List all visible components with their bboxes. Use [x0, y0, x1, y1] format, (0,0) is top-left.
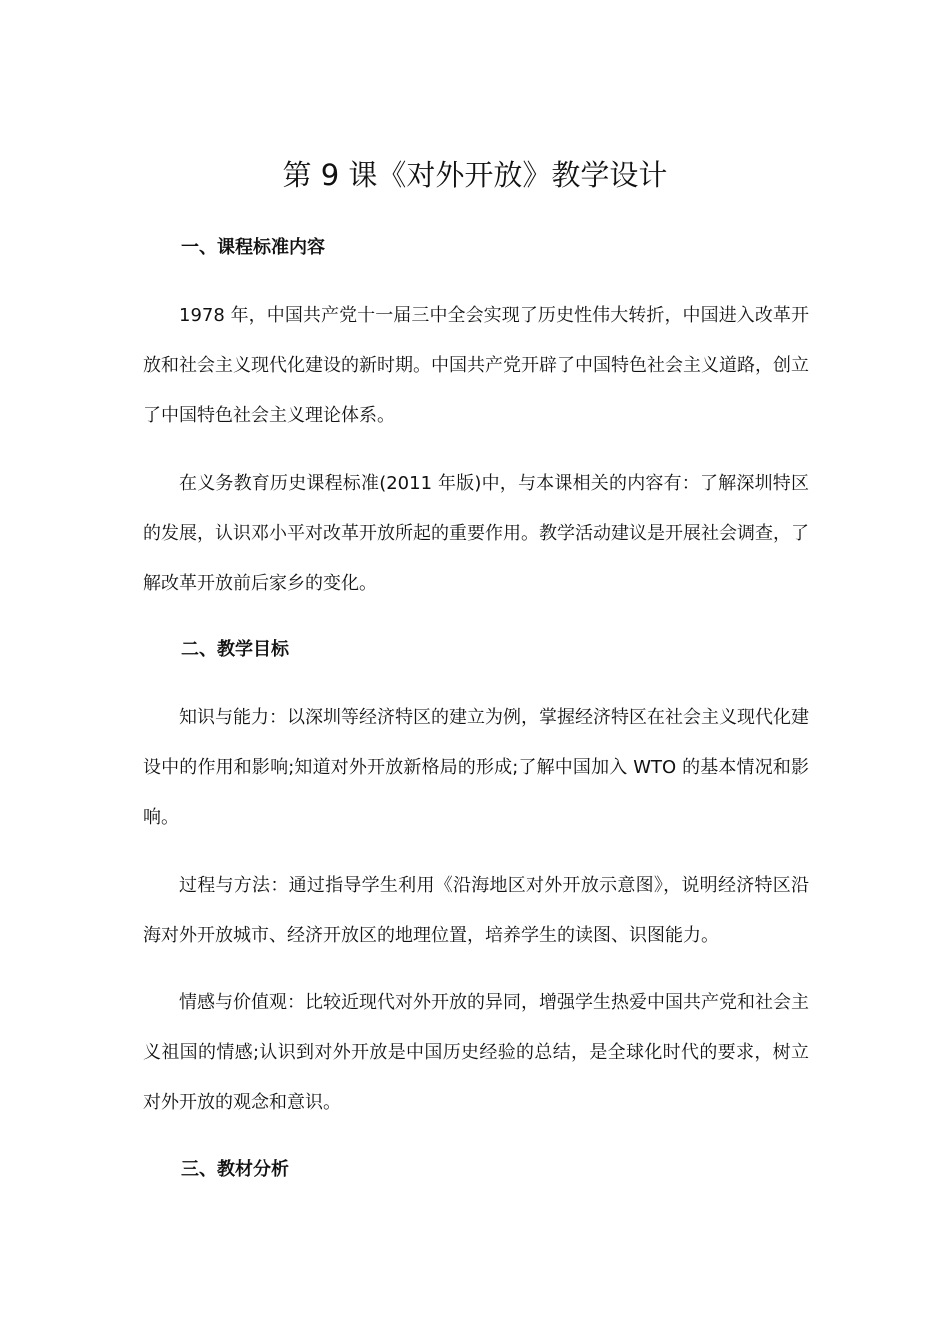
paragraph-goal-process: 过程与方法：通过指导学生利用《沿海地区对外开放示意图》，说明经济特区沿海对外开放城市、经济开放区的地理位置，培养学生的读图、识图能力。: [143, 875, 809, 946]
paragraph-goal-knowledge: 知识与能力：以深圳等经济特区的建立为例，掌握经济特区在社会主义现代化建设中的作用和影响;知道对外开放新格局的形成;了解中国加入 WTO 的基本情况和影响。: [143, 707, 809, 828]
section-heading-textbook-analysis: 三、教材分析: [181, 1159, 289, 1180]
paragraph-curriculum-standard-2: 在义务教育历史课程标准(2011 年版)中，与本课相关的内容有：了解深圳特区的发展，认识邓小平对改革开放所起的重要作用。教学活动建议是开展社会调查，了解改革开放前后家乡的变化。: [143, 473, 809, 594]
section-heading-curriculum-standard: 一、课程标准内容: [181, 237, 325, 258]
section-heading-teaching-goals: 二、教学目标: [181, 639, 289, 660]
paragraph-curriculum-standard-1: 1978 年，中国共产党十一届三中全会实现了历史性伟大转折，中国进入改革开放和社会主义现代化建设的新时期。中国共产党开辟了中国特色社会主义道路，创立了中国特色社会主义理论体系。: [143, 305, 809, 426]
paragraph-goal-values: 情感与价值观：比较近现代对外开放的异同，增强学生热爱中国共产党和社会主义祖国的情感;认识到对外开放是中国历史经验的总结，是全球化时代的要求，树立对外开放的观念和意识。: [143, 992, 809, 1113]
document-title: 第 9 课《对外开放》教学设计: [282, 158, 668, 192]
